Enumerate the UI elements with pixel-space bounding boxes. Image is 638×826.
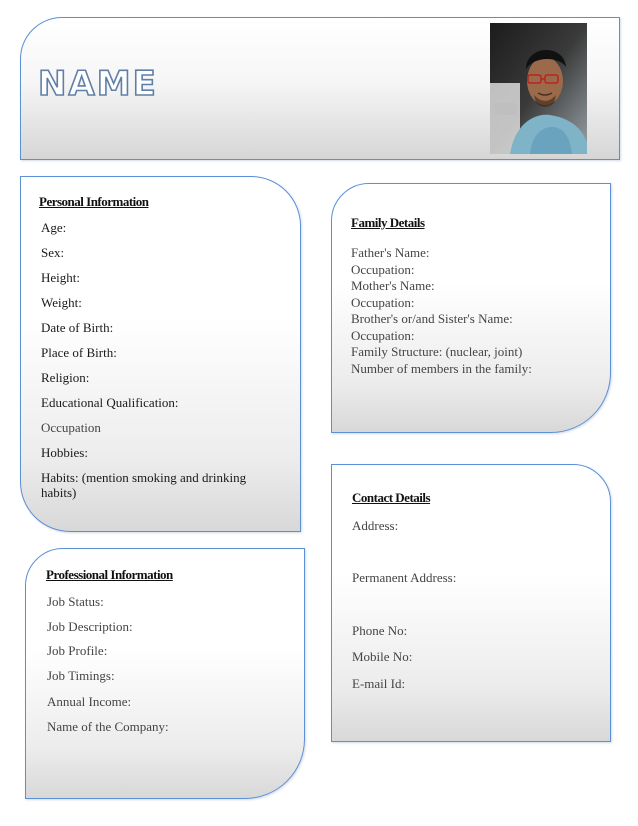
mother-name-field: Mother's Name:: [351, 278, 435, 293]
height-field: Height:: [41, 270, 80, 285]
father-occupation-field: Occupation:: [351, 261, 415, 277]
weight-field: Weight:: [41, 295, 82, 310]
job-status-field: Job Status:: [47, 594, 104, 609]
phone-field: Phone No:: [352, 623, 408, 638]
job-profile-field: Job Profile:: [47, 643, 108, 658]
religion-field: Religion:: [41, 370, 90, 385]
family-members-field: Number of members in the family:: [351, 360, 532, 376]
habits-field: Habits: (mention smoking and drinking habits): [41, 470, 247, 500]
email-field: E-mail Id:: [352, 676, 406, 691]
annual-income-field: Annual Income:: [47, 694, 132, 709]
family-details-title: Family Details: [351, 215, 425, 230]
job-description-field: Job Description:: [47, 619, 133, 634]
dob-field: Date of Birth:: [41, 320, 114, 335]
address-field: Address:: [352, 518, 399, 533]
mother-occupation-field: Occupation:: [351, 294, 415, 310]
sibling-name-field: Brother's or/and Sister's Name:: [351, 311, 513, 326]
occupation-field: Occupation: [41, 420, 101, 435]
place-of-birth-field: Place of Birth:: [41, 345, 117, 360]
education-field: Educational Qualification:: [41, 395, 179, 410]
age-field: Age:: [41, 220, 67, 235]
profile-photo: [490, 23, 587, 154]
family-fields: [351, 245, 532, 377]
sex-field: Sex:: [41, 245, 65, 260]
name-title: NAME: [38, 64, 158, 104]
mobile-field: Mobile No:: [352, 649, 413, 664]
father-name-field: Father's Name:: [351, 245, 430, 260]
company-name-field: Name of the Company:: [47, 719, 169, 734]
personal-info-title: Personal Information: [39, 194, 149, 209]
permanent-address-field: Permanent Address:: [352, 570, 457, 585]
contact-details-title: Contact Details: [352, 490, 431, 505]
professional-info-title: Professional Information: [46, 567, 173, 582]
sibling-occupation-field: Occupation:: [351, 327, 415, 343]
family-structure-field: Family Structure: (nuclear, joint): [351, 344, 523, 359]
hobbies-field: Hobbies:: [41, 445, 88, 460]
job-timings-field: Job Timings:: [47, 668, 115, 683]
